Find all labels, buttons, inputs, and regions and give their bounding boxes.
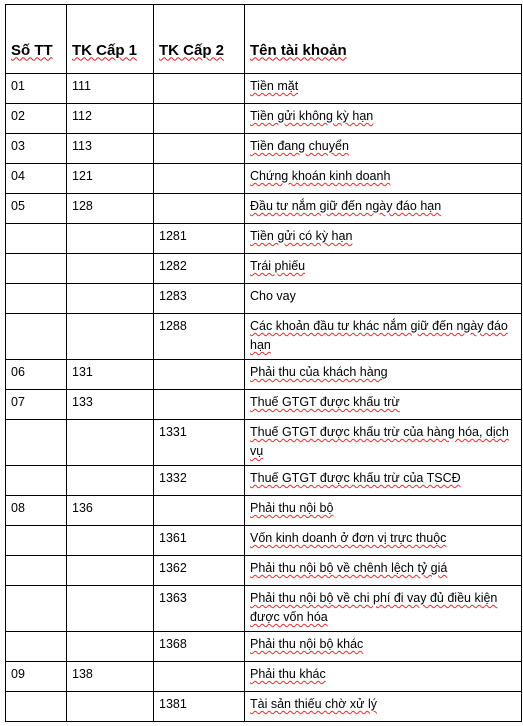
cell-tk2: 1282 — [154, 254, 245, 284]
cell-stt — [6, 466, 67, 496]
table-row — [6, 526, 522, 556]
cell-name: Các khoản đầu tư khác nắm giữ đến ngày đáo hạn — [245, 314, 522, 360]
cell-tk2 — [154, 390, 245, 420]
cell-tk1 — [67, 556, 154, 586]
cell-name: Phải thu của khách hàng — [245, 360, 522, 390]
cell-tk2 — [154, 164, 245, 194]
table-row — [6, 390, 522, 420]
cell-tk2: 1281 — [154, 224, 245, 254]
cell-tk2: 1368 — [154, 632, 245, 662]
cell-stt: 01 — [6, 74, 67, 104]
cell-stt — [6, 254, 67, 284]
cell-tk2 — [154, 104, 245, 134]
cell-tk2 — [154, 134, 245, 164]
cell-name: Phải thu nội bộ — [245, 496, 522, 526]
cell-stt — [6, 556, 67, 586]
cell-stt: 09 — [6, 662, 67, 692]
cell-tk2 — [154, 496, 245, 526]
cell-name: Đầu tư nắm giữ đến ngày đáo hạn — [245, 194, 522, 224]
cell-name: Cho vay — [245, 284, 522, 314]
cell-stt — [6, 632, 67, 662]
table-row — [6, 360, 522, 390]
cell-tk1 — [67, 284, 154, 314]
cell-tk1 — [67, 586, 154, 632]
table-row — [6, 662, 522, 692]
cell-stt — [6, 224, 67, 254]
cell-tk2: 1361 — [154, 526, 245, 556]
cell-tk1: 138 — [67, 662, 154, 692]
cell-tk2 — [154, 194, 245, 224]
cell-name: Phải thu nội bộ khác — [245, 632, 522, 662]
table-row — [6, 632, 522, 662]
cell-tk1: 112 — [67, 104, 154, 134]
table-row — [6, 134, 522, 164]
header-stt: Số TT — [6, 5, 67, 74]
table-row — [6, 420, 522, 466]
cell-tk1 — [67, 224, 154, 254]
cell-stt — [6, 526, 67, 556]
cell-tk1: 128 — [67, 194, 154, 224]
table-row — [6, 586, 522, 632]
cell-name: Chứng khoán kinh doanh — [245, 164, 522, 194]
cell-stt: 07 — [6, 390, 67, 420]
cell-name: Phải thu nội bộ về chênh lệch tỷ giá — [245, 556, 522, 586]
cell-name: Tiền đang chuyển — [245, 134, 522, 164]
accounts-table — [5, 4, 522, 722]
table-row — [6, 164, 522, 194]
cell-name: Tài sản thiếu chờ xử lý — [245, 692, 522, 722]
cell-tk1: 131 — [67, 360, 154, 390]
cell-stt: 03 — [6, 134, 67, 164]
cell-tk1 — [67, 254, 154, 284]
table-row — [6, 466, 522, 496]
cell-tk1 — [67, 314, 154, 360]
cell-name: Thuế GTGT được khấu trừ — [245, 390, 522, 420]
header-row — [6, 5, 522, 74]
cell-name: Tiền mặt — [245, 74, 522, 104]
table-row — [6, 284, 522, 314]
cell-stt — [6, 420, 67, 466]
table-row — [6, 692, 522, 722]
cell-tk2: 1381 — [154, 692, 245, 722]
table-row — [6, 224, 522, 254]
table-row — [6, 314, 522, 360]
table-row — [6, 194, 522, 224]
cell-name: Thuế GTGT được khấu trừ của TSCĐ — [245, 466, 522, 496]
table-row — [6, 254, 522, 284]
table-row — [6, 104, 522, 134]
header-tk-cap-2: TK Cấp 2 — [154, 5, 245, 74]
cell-stt — [6, 314, 67, 360]
cell-stt — [6, 284, 67, 314]
cell-tk1: 121 — [67, 164, 154, 194]
cell-name: Thuế GTGT được khấu trừ của hàng hóa, dịch vụ — [245, 420, 522, 466]
cell-stt: 02 — [6, 104, 67, 134]
table-row — [6, 74, 522, 104]
table-row — [6, 556, 522, 586]
header-ten-tai-khoan: Tên tài khoản — [245, 5, 522, 74]
cell-tk2: 1288 — [154, 314, 245, 360]
cell-name: Phải thu khác — [245, 662, 522, 692]
cell-tk1: 111 — [67, 74, 154, 104]
cell-name: Trái phiếu — [245, 254, 522, 284]
cell-name: Phải thu nội bộ về chi phí đi vay đủ điều kiện được vốn hóa — [245, 586, 522, 632]
cell-tk2: 1332 — [154, 466, 245, 496]
table-row — [6, 496, 522, 526]
cell-tk1 — [67, 692, 154, 722]
cell-stt: 06 — [6, 360, 67, 390]
cell-stt: 08 — [6, 496, 67, 526]
cell-name: Tiền gửi không kỳ hạn — [245, 104, 522, 134]
cell-tk1: 113 — [67, 134, 154, 164]
header-tk-cap-1: TK Cấp 1 — [67, 5, 154, 74]
cell-tk2 — [154, 360, 245, 390]
cell-tk1: 133 — [67, 390, 154, 420]
cell-name: Tiền gửi có kỳ hạn — [245, 224, 522, 254]
cell-stt: 05 — [6, 194, 67, 224]
cell-tk1: 136 — [67, 496, 154, 526]
cell-stt: 04 — [6, 164, 67, 194]
cell-stt — [6, 692, 67, 722]
cell-tk1 — [67, 526, 154, 556]
cell-stt — [6, 586, 67, 632]
cell-tk2 — [154, 74, 245, 104]
cell-tk2: 1363 — [154, 586, 245, 632]
cell-tk2: 1283 — [154, 284, 245, 314]
cell-tk1 — [67, 420, 154, 466]
cell-tk2: 1331 — [154, 420, 245, 466]
cell-tk2 — [154, 662, 245, 692]
cell-name: Vốn kinh doanh ở đơn vị trực thuộc — [245, 526, 522, 556]
cell-tk1 — [67, 466, 154, 496]
cell-tk1 — [67, 632, 154, 662]
cell-tk2: 1362 — [154, 556, 245, 586]
